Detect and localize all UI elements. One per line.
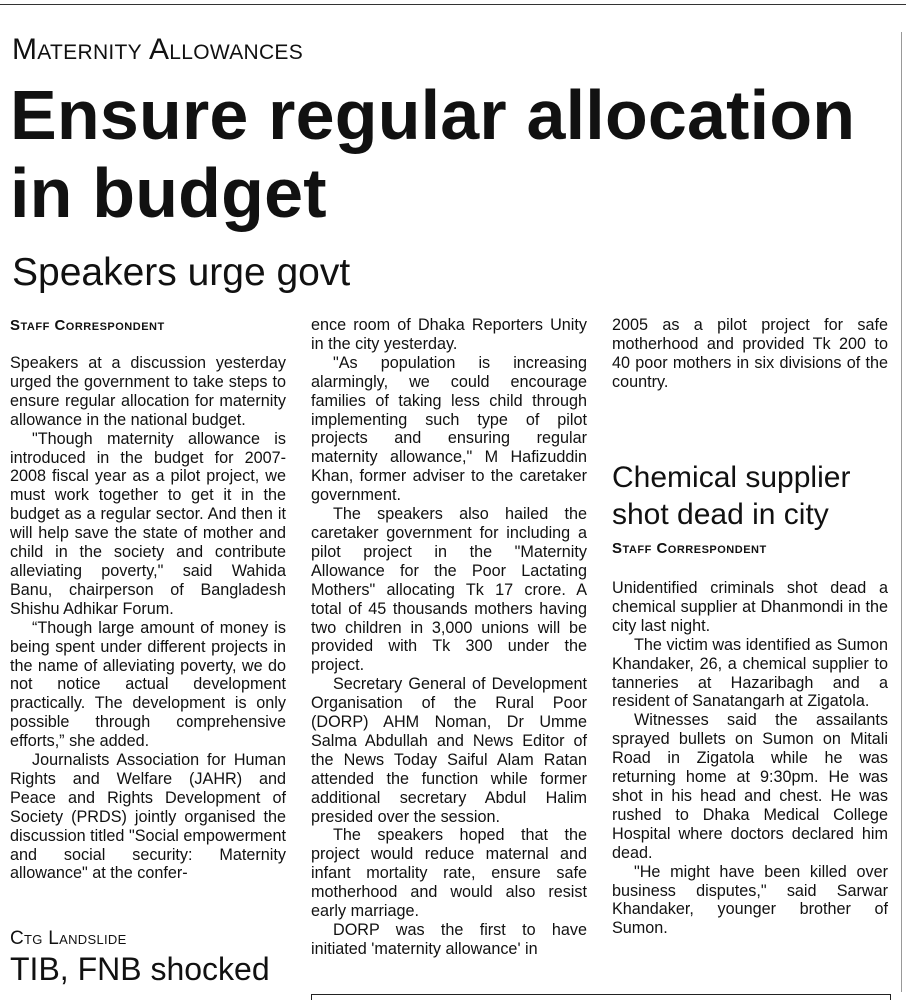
third-headline: TIB, FNB shocked bbox=[10, 951, 270, 987]
paragraph: “Though large amount of money is being spent under different projects in the name of alleviating poverty, we do not notice actual development practically. The development is only possible through comprehensive efforts,” she added. bbox=[10, 618, 286, 751]
kicker: Maternity Allowances bbox=[12, 33, 304, 66]
column-rule bbox=[901, 32, 902, 992]
paragraph: Witnesses said the assailants sprayed bullets on Sumon on Mitali Road in Zigatola while he was returning home at 9:30pm. He was shot in his head and chest. He was rushed to Dhaka Medical College Hospital where doctors declared him dead. bbox=[612, 711, 888, 862]
paragraph: The speakers hoped that the project would reduce maternal and infant mortality rate, ensure safe motherhood and would also resist early marriage. bbox=[311, 826, 587, 921]
paragraph: ence room of Dhaka Reporters Unity in the city yesterday. bbox=[311, 316, 587, 353]
paragraph: The speakers also hailed the caretaker government for including a pilot project in the "Maternity Allowance for the Poor Lactating Mothers" allocating Tk 17 crore. A total of 45 thousands mothers having two children in 3,000 unions will be provided with Tk 300 under the project. bbox=[311, 505, 587, 675]
paragraph: Journalists Association for Human Rights and Welfare (JAHR) and Peace and Rights Development of Society (PRDS) jointly organised the discussion titled "Social empowerment and social security: Maternity allowance" at the confer- bbox=[10, 751, 286, 883]
second-headline: Chemical supplier shot dead in city bbox=[612, 461, 851, 531]
paragraph: "Though maternity allowance is introduced in the budget for 2007-2008 fiscal year as a pilot project, we must work together to get it in the budget as a regular sector. And then it will help save the state of mother and child in the society and contribute alleviating poverty," said Wahida Banu, chairperson of Bangladesh Shishu Adhikar Forum. bbox=[10, 429, 286, 618]
paragraph: Speakers at a discussion yesterday urged the government to take steps to ensure regular allocation for maternity allowance in the national budget. bbox=[10, 354, 286, 429]
paragraph: 2005 as a pilot project for safe motherhood and provided Tk 200 to 40 poor mothers in six divisions of the country. bbox=[612, 316, 888, 391]
paragraph: "As population is increasing alarmingly, we could encourage families of taking less child through implementing such type of pilot projects and ensuring regular maternity allowance," M Hafizuddin Khan, former adviser to the caretaker government. bbox=[311, 353, 587, 505]
article-column-3 bbox=[612, 316, 888, 392]
second-article-body bbox=[612, 579, 888, 938]
box-border bbox=[311, 994, 891, 1000]
subhead: Speakers urge govt bbox=[12, 251, 351, 294]
paragraph: Unidentified criminals shot dead a chemical supplier at Dhanmondi in the city last night. bbox=[612, 579, 888, 635]
paragraph: "He might have been killed over business disputes," said Sarwar Khandaker, younger brother of Sumon. bbox=[612, 862, 888, 938]
third-kicker: Ctg Landslide bbox=[10, 928, 127, 949]
article-column-2 bbox=[311, 316, 587, 959]
byline: Staff Correspondent bbox=[10, 317, 165, 334]
headline: Ensure regular allocation in budget bbox=[10, 76, 856, 232]
paragraph: Secretary General of Development Organisation of the Rural Poor (DORP) AHM Noman, Dr Umme Salma Abdullah and News Editor of the News Today Saiful Alam Ratan attended the function while former additional secretary Abdul Halim presided over the session. bbox=[311, 675, 587, 826]
paragraph: The victim was identified as Sumon Khandaker, 26, a chemical supplier to tanneries at Hazaribagh and a resident of Sanatangarh at Zigatola. bbox=[612, 635, 888, 711]
top-rule bbox=[0, 4, 906, 5]
paragraph: DORP was the first to have initiated 'maternity allowance' in bbox=[311, 921, 587, 958]
second-byline: Staff Correspondent bbox=[612, 540, 767, 557]
article-column-1 bbox=[10, 316, 286, 883]
